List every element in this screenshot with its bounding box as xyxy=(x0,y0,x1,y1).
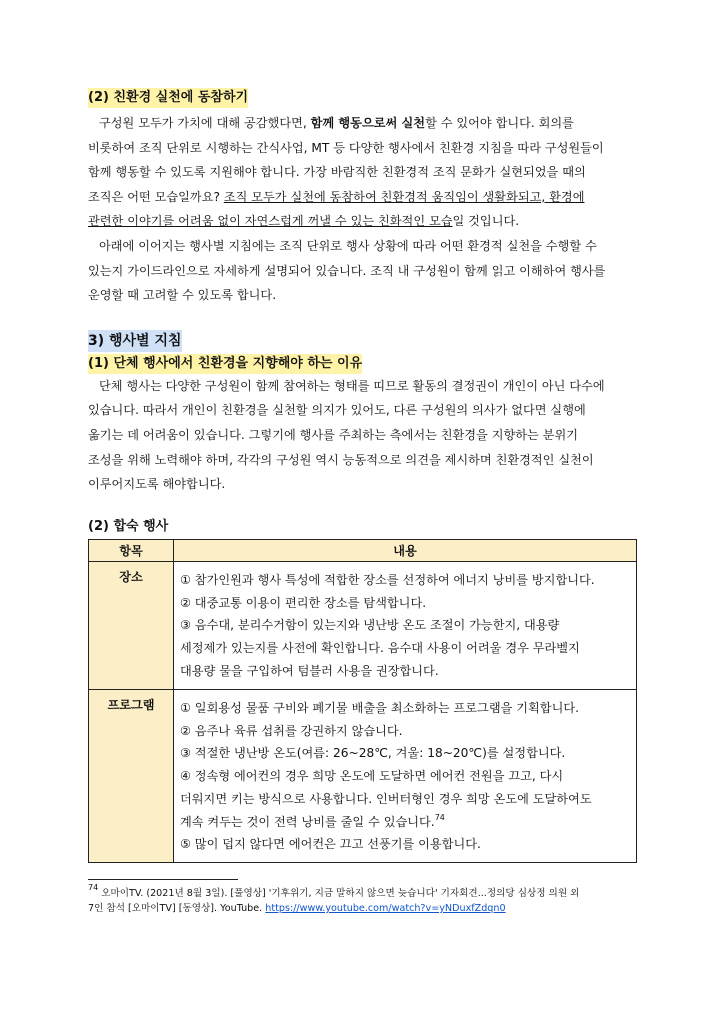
document-page xyxy=(88,86,638,863)
paragraph-reason xyxy=(88,374,638,497)
footnote-number: 74 xyxy=(88,883,99,892)
sub-1-heading: (1) 단체 행사에서 친환경을 지향해야 하는 이유 xyxy=(88,354,362,374)
para3-line4: 조성을 위해 노력해야 하며, 각각의 구성원 역시 능동적으로 의견을 제시하며 친환경적인 실천이 xyxy=(88,452,594,467)
row-content-place xyxy=(174,561,637,689)
paragraph-participation xyxy=(88,111,638,308)
place-item-3-cont2: 대용량 물을 구입하여 텀블러 사용을 권장합니다. xyxy=(180,663,439,678)
program-item-1: ① 일회용성 물품 구비와 폐기물 배출을 최소화하는 프로그램을 기획합니다. xyxy=(180,700,579,715)
table-row xyxy=(89,689,637,863)
para2-line1: 아래에 이어지는 행사별 지침에는 조직 단위로 행사 상황에 따라 어떤 환경적 실천을 수행할 수 xyxy=(99,238,597,253)
table-header-row xyxy=(89,539,637,561)
place-item-3: ③ 음수대, 분리수거함이 있는지와 냉난방 온도 조절이 가능한지, 대용량 xyxy=(180,618,560,633)
program-item-5: ⑤ 많이 덥지 않다면 에어컨은 끄고 선풍기를 이용합니다. xyxy=(180,837,481,852)
sub-2-heading: (2) 합숙 행사 xyxy=(88,518,169,534)
para2-line3: 운영할 때 고려할 수 있도록 합니다. xyxy=(88,288,277,303)
guideline-table xyxy=(88,539,637,864)
place-item-1: ① 참가인원과 행사 특성에 적합한 장소를 선정하여 에너지 낭비를 방지합니다. xyxy=(180,572,595,587)
para1-line1b: 할 수 있어야 합니다. 회의를 xyxy=(425,116,574,130)
para1-underline-1: 조직 모두가 실천에 동참하여 친환경적 움직임이 생활화되고, 환경에 xyxy=(223,189,585,204)
para1-line1a: 구성원 모두가 가치에 대해 공감했다면, xyxy=(99,116,311,130)
para2-line2: 있는지 가이드라인으로 자세하게 설명되어 있습니다. 조직 내 구성원이 함께 읽고 이해하여 행사를 xyxy=(88,263,606,278)
footnote-ref[interactable]: 74 xyxy=(434,812,445,822)
place-item-3-cont: 세정제가 있는지를 사전에 확인합니다. 음수대 사용이 어려울 경우 무라벨지 xyxy=(180,641,580,656)
footnote-line1: 오마이TV. (2021년 8월 3일). [풀영상] '기후위기, 지금 말하지 않으면 늦습니다' 기자회견...정의당 심상정 의원 외 xyxy=(98,888,580,899)
para1-line4a: 조직은 어떤 모습일까요? xyxy=(88,189,224,204)
para3-line2: 있습니다. 따라서 개인이 친환경을 실천할 의지가 있어도, 다른 구성원의 의사가 없다면 실행에 xyxy=(88,403,586,418)
header-item: 항목 xyxy=(89,539,174,561)
row-label-place: 장소 xyxy=(89,561,174,689)
para3-line3: 옮기는 데 어려움이 있습니다. 그렇기에 행사를 주최하는 측에서는 친환경을 지향하는 분위기 xyxy=(88,427,578,442)
para1-line2: 비롯하여 조직 단위로 시행하는 간식사업, MT 등 다양한 행사에서 친환경 지침을 따라 구성원들이 xyxy=(88,140,604,155)
footnote-line2: 7인 참석 [오마이TV] [동영상]. YouTube. xyxy=(88,903,266,914)
row-label-program: 프로그램 xyxy=(89,689,174,863)
row-content-program xyxy=(174,689,637,863)
section-2-heading: (2) 친환경 실천에 동참하기 xyxy=(88,88,248,108)
program-item-3: ③ 적절한 냉난방 온도(여름: 26~28℃, 겨울: 18~20℃)를 설정합니다. xyxy=(180,746,566,761)
footnote xyxy=(88,883,648,916)
program-item-4-cont2: 계속 켜두는 것이 전력 낭비를 줄일 수 있습니다. xyxy=(180,814,435,829)
program-item-2: ② 음주나 육류 섭취를 강권하지 않습니다. xyxy=(180,723,403,738)
para1-line3: 함께 행동할 수 있도록 지원해야 합니다. 가장 바람직한 친환경적 조직 문화가 실현되었을 때의 xyxy=(88,165,586,180)
table-row xyxy=(89,561,637,689)
program-item-4: ④ 정속형 에어컨의 경우 희망 온도에 도달하면 에어컨 전원을 끄고, 다시 xyxy=(180,769,564,784)
footnote-divider xyxy=(88,879,238,880)
para3-line5: 이루어지도록 해야합니다. xyxy=(88,477,226,492)
para3-line1: 단체 행사는 다양한 구성원이 함께 참여하는 형태를 띠므로 활동의 결정권이 개인이 아닌 다수에 xyxy=(99,378,605,393)
header-content: 내용 xyxy=(174,539,637,561)
program-item-4-cont: 더워지면 키는 방식으로 사용합니다. 인버터형인 경우 희망 온도에 도달하여도 xyxy=(180,791,592,806)
para1-underline-2: 관련한 이야기를 어려움 없이 자연스럽게 꺼낼 수 있는 친화적인 모습 xyxy=(88,214,453,229)
section-3-heading: 3) 행사별 지침 xyxy=(88,330,182,352)
footnote-link[interactable]: https://www.youtube.com/watch?v=yNDuxfZdqn0 xyxy=(265,903,506,914)
para1-emphasis: 함께 행동으로써 실천 xyxy=(310,116,426,130)
place-item-2: ② 대중교통 이용이 편리한 장소를 탐색합니다. xyxy=(180,595,427,610)
para1-line5b: 일 것입니다. xyxy=(452,214,520,229)
